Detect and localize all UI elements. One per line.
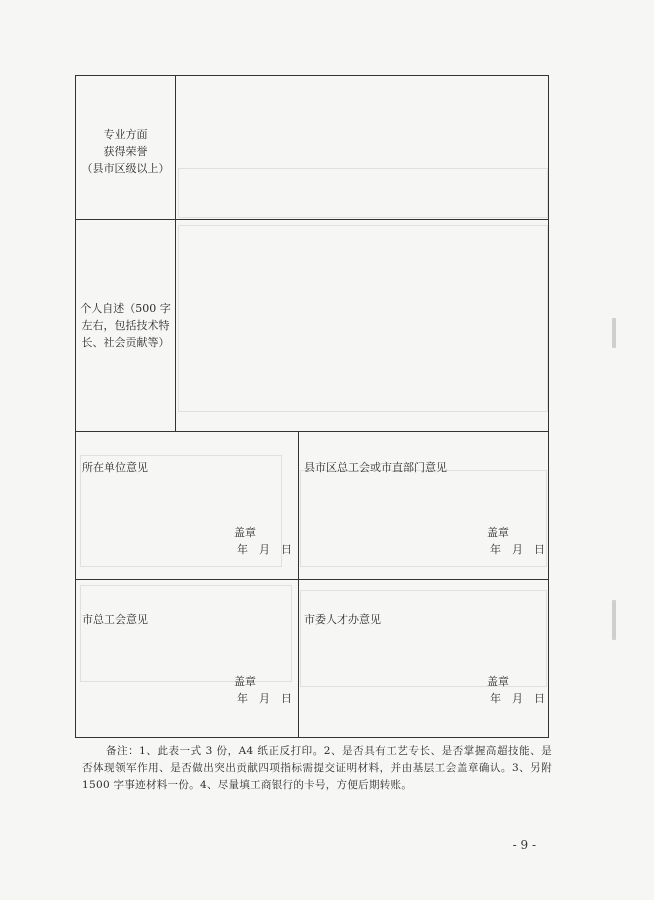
county-union-opinion-title: 县市区总工会或市直部门意见 <box>304 461 447 474</box>
talent-office-date-label: 年 月 日 <box>490 692 545 705</box>
table-divider <box>76 431 548 432</box>
statement-label-line: 左右，包括技术特 <box>81 319 170 332</box>
county-union-opinion-box[interactable] <box>300 433 547 578</box>
city-union-date-label: 年 月 日 <box>237 692 292 705</box>
statement-label-line: 长、社会贡献等） <box>81 336 170 349</box>
talent-office-opinion-title: 市委人才办意见 <box>304 613 381 626</box>
honors-label-line: 专业方面 <box>103 128 148 141</box>
page-number: - 9 - <box>512 838 536 852</box>
unit-opinion-box[interactable] <box>77 433 297 578</box>
honors-label <box>76 126 175 177</box>
statement-label-line: 个人自述（500 字 <box>80 302 171 315</box>
statement-label <box>76 300 175 351</box>
unit-opinion-title: 所在单位意见 <box>82 461 148 474</box>
application-form-table <box>75 75 549 738</box>
unit-date-label: 年 月 日 <box>237 543 292 556</box>
statement-input-area[interactable] <box>177 221 547 430</box>
edge-mark <box>612 600 616 640</box>
table-divider <box>298 431 299 737</box>
honors-input-area[interactable] <box>177 77 547 218</box>
county-union-date-label: 年 月 日 <box>490 543 545 556</box>
honors-label-line: （县市区级以上） <box>81 162 170 175</box>
city-union-seal-label: 盖章 <box>234 675 256 688</box>
table-divider <box>76 579 548 580</box>
table-divider <box>175 76 176 431</box>
talent-office-seal-label: 盖章 <box>487 675 509 688</box>
county-union-seal-label: 盖章 <box>487 526 509 539</box>
talent-office-opinion-box[interactable] <box>300 581 547 737</box>
honors-label-line: 获得荣誉 <box>103 145 148 158</box>
edge-mark <box>612 318 616 348</box>
unit-seal-label: 盖章 <box>234 526 256 539</box>
city-union-opinion-box[interactable] <box>77 581 297 737</box>
footnote: 备注：1、此表一式 3 份，A4 纸正反打印。2、是否具有工艺专长、是否掌握高超技能、是否体现领军作用、是否做出突出贡献四项指标需提交证明材料，并由基层工会盖章确认。3、另附 1500 字事迹材料一份。4、尽量填工商银行的卡号，方便后期转账。 <box>82 745 552 791</box>
table-divider <box>76 219 548 220</box>
city-union-opinion-title: 市总工会意见 <box>82 613 148 626</box>
